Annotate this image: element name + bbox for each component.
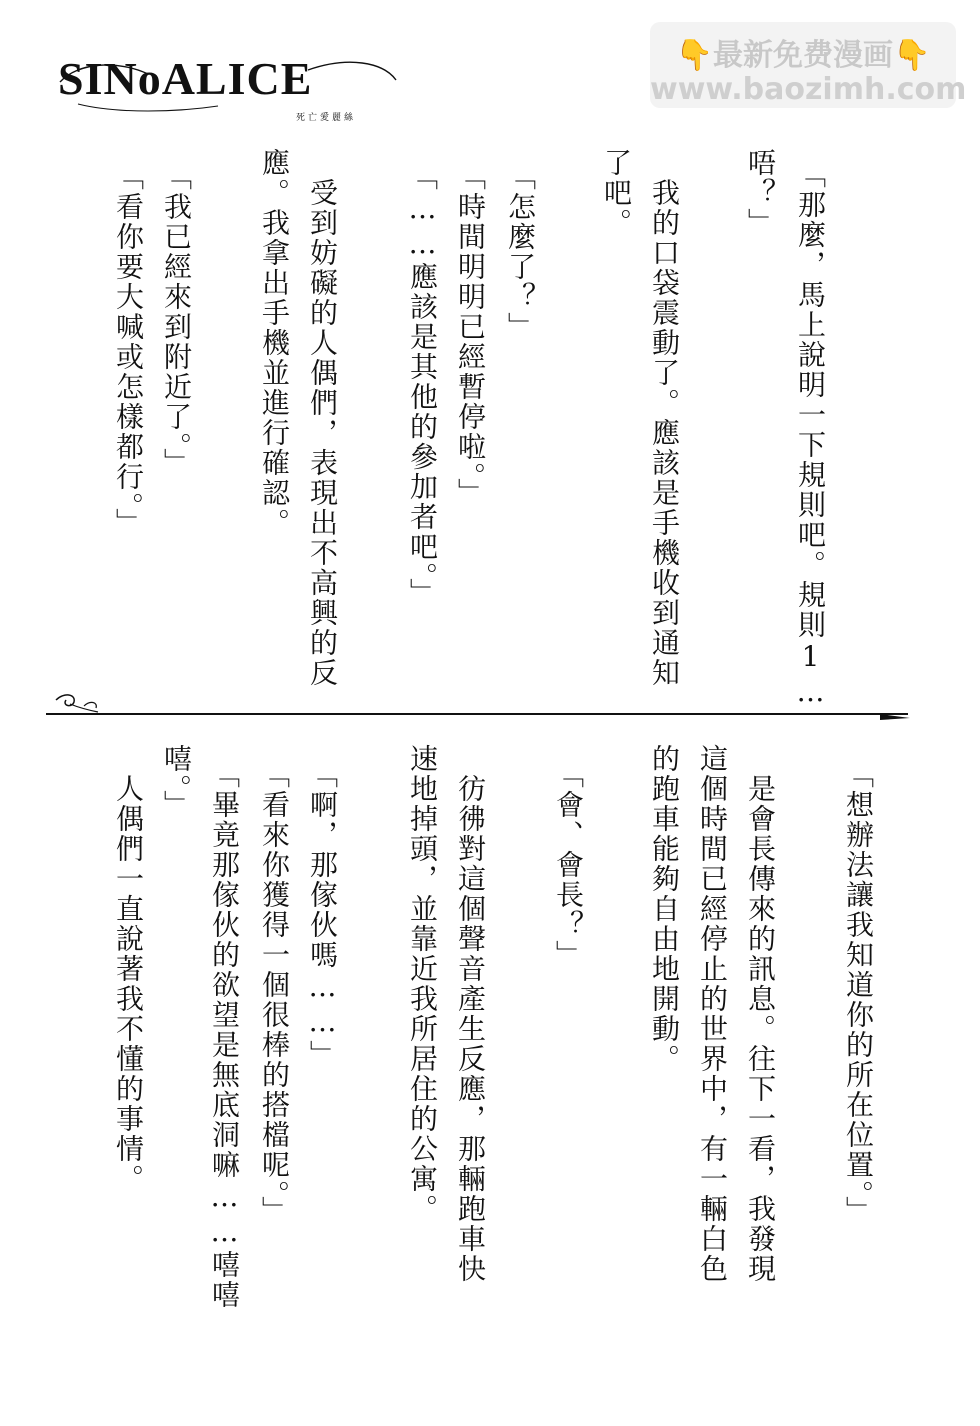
lower-line-3: 這個時間已經停止的世界中，有一輛白色	[696, 744, 729, 1284]
upper-line-9: 應。我拿出手機並進行確認。	[258, 148, 291, 538]
upper-line-8: 受到妨礙的人偶們，表現出不高興的反	[306, 178, 339, 688]
lower-line-2: 是會長傳來的訊息。往下一看，我發現	[744, 774, 777, 1284]
upper-line-3: 我的口袋震動了。應該是手機收到通知	[648, 178, 681, 688]
lower-line-11: 嘻。」	[160, 744, 193, 820]
logo-title: SINoALICE	[58, 53, 313, 104]
lower-line-9: 「看來你獲得一個很棒的搭檔呢。」	[258, 760, 291, 1226]
upper-line-6: 「時間明明已經暫停啦。」	[454, 162, 487, 508]
upper-line-2: 唔？」	[744, 148, 777, 238]
upper-line-7: 「……應該是其他的參加者吧。」	[406, 162, 439, 608]
watermark-url: www.baozimh.com	[650, 72, 967, 107]
upper-line-10: 「我已經來到附近了。」	[160, 162, 193, 478]
logo-subtitle: 死亡愛麗絲	[296, 113, 357, 123]
watermark-badge	[650, 22, 967, 108]
watermark-title-row	[650, 30, 956, 74]
pointing-down-icon: 👇	[675, 38, 713, 73]
watermark-title: 最新免费漫画	[713, 38, 893, 73]
upper-line-1: 「那麼，馬上說明一下規則吧。規則1…	[794, 160, 827, 710]
lower-line-7: 速地掉頭，並靠近我所居住的公寓。	[406, 744, 439, 1224]
section-divider	[40, 690, 920, 730]
upper-line-5: 「怎麼了？」	[504, 162, 537, 342]
upper-line-4: 了吧。	[600, 148, 633, 238]
lower-line-4: 的跑車能夠自由地開動。	[648, 744, 681, 1074]
lower-line-10: 「畢竟那傢伙的欲望是無底洞嘛……嘻嘻	[208, 760, 241, 1310]
lower-line-6: 彷彿對這個聲音產生反應，那輛跑車快	[454, 774, 487, 1284]
lower-line-5: 「會、會長？」	[552, 760, 585, 970]
lower-line-1: 「想辦法讓我知道你的所在位置。」	[842, 760, 875, 1226]
lower-line-8: 「啊，那傢伙嗎……」	[306, 760, 339, 1070]
upper-line-11: 「看你要大喊或怎樣都行。」	[112, 162, 145, 538]
pointing-down-icon: 👇	[893, 38, 931, 73]
lower-line-12: 人偶們一直說著我不懂的事情。	[112, 774, 145, 1194]
sinoalice-logo	[58, 52, 398, 122]
